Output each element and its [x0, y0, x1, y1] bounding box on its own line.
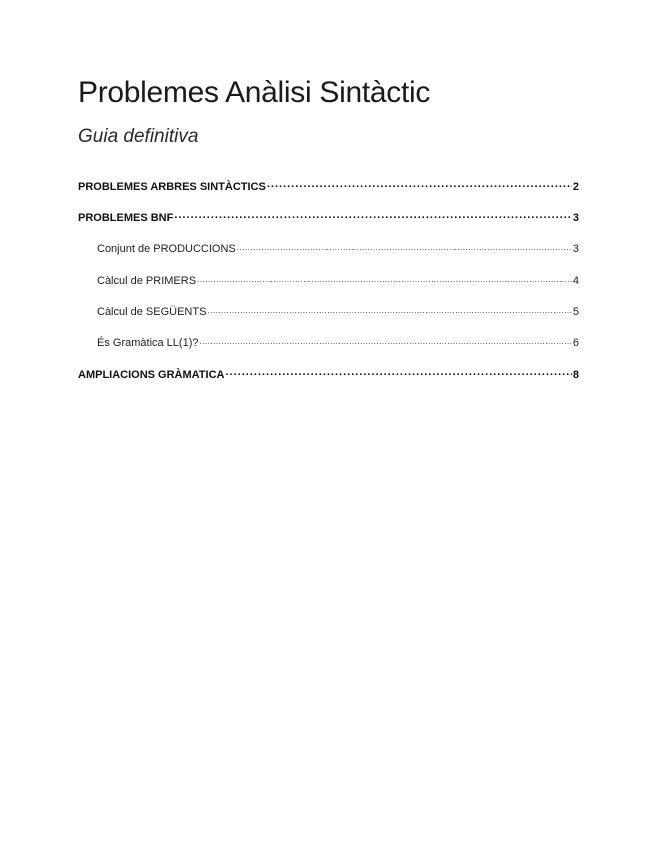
toc-entry-problemes-bnf[interactable] [78, 209, 579, 227]
toc-entry-calcul-seguents[interactable] [97, 303, 579, 321]
toc-page-number: 4 [572, 275, 579, 287]
toc-leader-dots [207, 303, 571, 315]
toc-leader-dots [237, 240, 572, 252]
toc-leader-dots [197, 272, 572, 284]
toc-page-number: 6 [572, 337, 579, 349]
toc-leader-dots [199, 334, 571, 346]
document-title: Problemes Anàlisi Sintàctic [78, 76, 431, 109]
toc-entry-problemes-arbres-sintactics[interactable] [78, 178, 579, 196]
toc-entry-ampliacions-gramatica[interactable] [78, 366, 579, 384]
toc-entry-label: És Gramàtica LL(1)? [97, 337, 199, 349]
toc-leader-dots [225, 366, 571, 378]
toc-page-number: 3 [572, 212, 579, 224]
toc-entry-label: Conjunt de PRODUCCIONS [97, 243, 236, 255]
toc-entry-label: AMPLIACIONS GRÀMATICA [78, 369, 225, 381]
toc-entry-conjunt-produccions[interactable] [97, 240, 579, 258]
toc-page-number: 5 [572, 306, 579, 318]
toc-leader-dots [174, 209, 572, 221]
toc-page-number: 8 [572, 369, 579, 381]
toc-page-number: 2 [572, 181, 579, 193]
document-subtitle: Guia definitiva [78, 126, 199, 147]
toc-entry-label: PROBLEMES ARBRES SINTÀCTICS [78, 181, 266, 193]
toc-entry-label: PROBLEMES BNF [78, 212, 174, 224]
toc-entry-calcul-primers[interactable] [97, 272, 579, 290]
toc-entry-es-gramatica-ll1[interactable] [97, 334, 579, 352]
toc-leader-dots [267, 178, 572, 190]
toc-page-number: 3 [572, 243, 579, 255]
toc-entry-label: Càlcul de SEGÜENTS [97, 306, 207, 318]
toc-entry-label: Càlcul de PRIMERS [97, 275, 197, 287]
